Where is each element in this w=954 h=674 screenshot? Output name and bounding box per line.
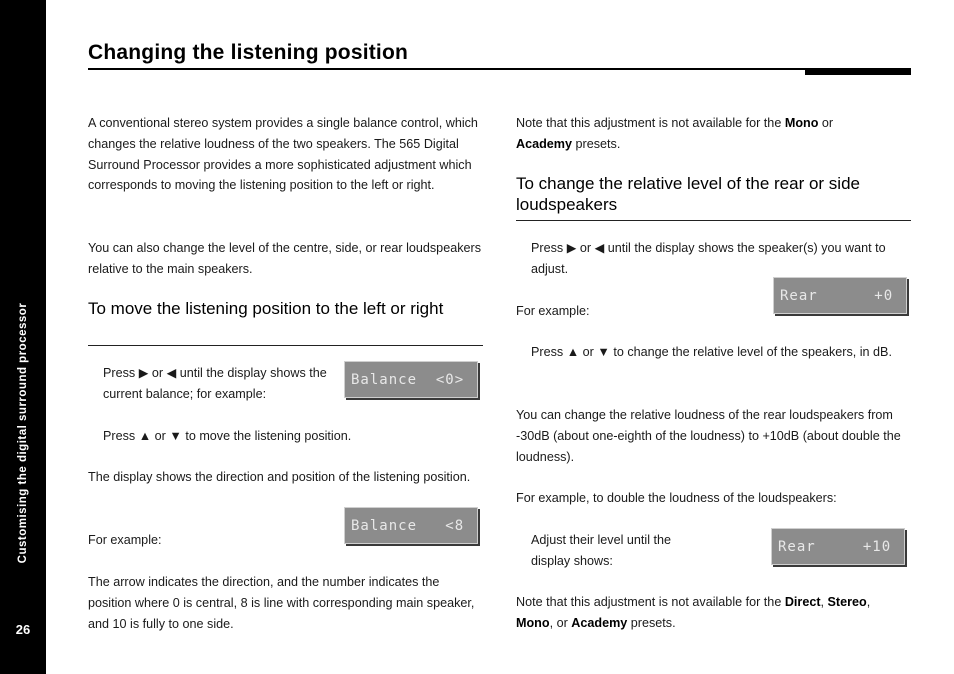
rear-display-2: Rear +10 bbox=[771, 528, 905, 565]
rear-display-1: Rear +0 bbox=[773, 277, 907, 314]
balance-display-1: Balance <0> bbox=[344, 361, 478, 398]
title-rule bbox=[88, 68, 911, 70]
right-note-2: Note that this adjustment is not available for the Direct, Stereo, Mono, or Academy presets. bbox=[516, 595, 871, 630]
right-step-2: Press ▲ or ▼ to change the relative level of the speakers, in dB. bbox=[531, 345, 892, 359]
balance-display-2: Balance <8 bbox=[344, 507, 478, 544]
right-paragraph-3: For example, to double the loudness of the loudspeakers: bbox=[516, 491, 837, 505]
left-step-1: Press ▶ or ◀ until the display shows the current balance; for example: bbox=[103, 366, 327, 401]
right-step-1: Press ▶ or ◀ until the display shows the speaker(s) you want to adjust. bbox=[531, 241, 886, 276]
left-example-label: For example: bbox=[88, 533, 162, 547]
left-paragraph-4: The arrow indicates the direction, and the number indicates the position where 0 is central, 8 is line with corresponding main speaker, and 10 is fully to one side. bbox=[88, 575, 475, 631]
intro-paragraph-1: A conventional stereo system provides a single balance control, which changes the relative loudness of the two speakers. The 565 Digital Surround Processor provides a more sophisticated adjustment which corresponds to moving the listening position to the left or right. bbox=[88, 116, 478, 193]
page-title: Changing the listening position bbox=[88, 41, 409, 64]
right-heading-rule bbox=[516, 220, 911, 221]
section-title: Customising the digital surround processor bbox=[17, 302, 29, 564]
sidebar bbox=[0, 0, 46, 674]
right-example-label: For example: bbox=[516, 304, 590, 318]
right-heading: To change the relative level of the rear or side loudspeakers bbox=[516, 174, 860, 214]
right-step-3: Adjust their level until the display shows: bbox=[531, 533, 672, 568]
intro-paragraph-2: You can also change the level of the centre, side, or rear loudspeakers relative to the main speakers. bbox=[88, 241, 481, 276]
left-heading: To move the listening position to the left or right bbox=[88, 299, 444, 318]
title-accent-bar bbox=[805, 68, 911, 75]
left-step-2: Press ▲ or ▼ to move the listening position. bbox=[103, 429, 352, 443]
page-number: 26 bbox=[15, 622, 31, 637]
left-heading-rule bbox=[88, 345, 483, 346]
right-paragraph-2: You can change the relative loudness of the rear loudspeakers from -30dB (about one-eighth of the loudness) to +10dB (about double the loudness). bbox=[516, 408, 901, 464]
left-paragraph-3: The display shows the direction and position of the listening position. bbox=[88, 470, 471, 484]
right-note-1: Note that this adjustment is not available for the Mono or Academy presets. bbox=[516, 116, 834, 151]
